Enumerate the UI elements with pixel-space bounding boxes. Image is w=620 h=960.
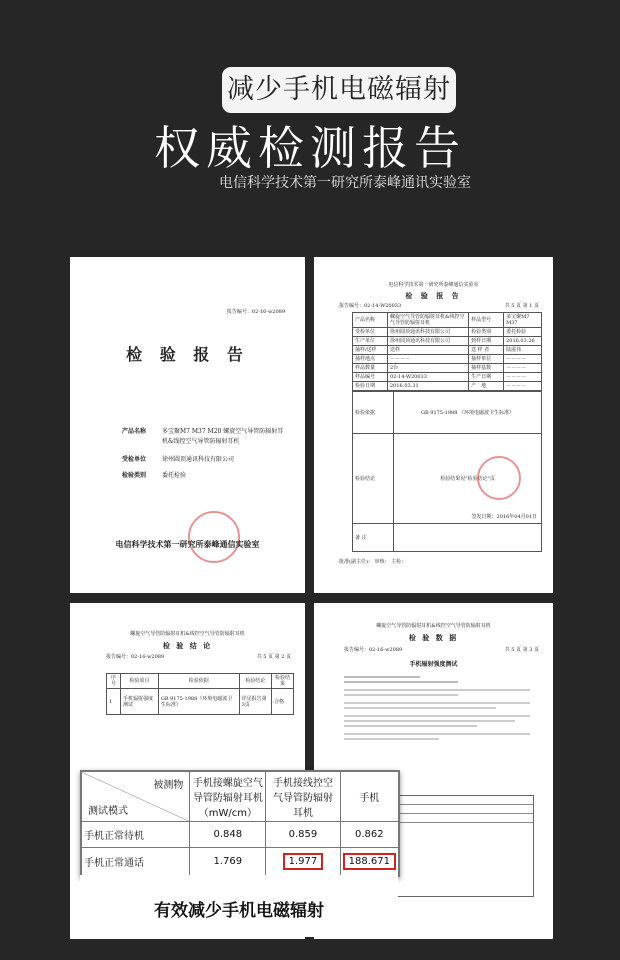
field-value: 多宝聚M7 M37 M20 螺旋空气导管防辐射耳机&线控空气导管防辐射耳机: [162, 428, 284, 445]
basis-label: 检验依据: [353, 392, 394, 434]
column-header: 手机: [340, 772, 398, 822]
report-number: 报告编号：02-16-w2089: [226, 309, 285, 315]
text-lines: [344, 673, 534, 743]
report-info-page: [314, 257, 553, 593]
table-cell: －－－－: [504, 382, 542, 391]
field-label: 产品名称: [122, 428, 147, 435]
section-title: 手机辐射强度测试: [409, 661, 458, 668]
report-title: 检 验 报 告: [405, 291, 462, 300]
table-header: 检验依据: [158, 674, 239, 689]
corner-bottom-label: 测试模式: [88, 806, 128, 817]
field-product-name: [122, 427, 287, 447]
red-seal-stamp: [477, 456, 521, 500]
table-row: [82, 822, 399, 848]
basis-value: GB 9175-1988 《环境电磁波卫生标准》: [394, 392, 542, 434]
table-cell: 螺旋空气导管防辐射耳机&线控空气导管防辐射耳机: [388, 313, 469, 328]
cover-fields: [122, 427, 287, 481]
table-cell: 合格: [272, 689, 294, 715]
conclusion-table: [106, 673, 294, 715]
doc-title: 螺旋空气导管防辐射耳机&线控空气导管防辐射耳机: [376, 623, 491, 629]
table-row: [353, 364, 542, 373]
table-label-cell: 受检单位: [353, 328, 388, 337]
table-label-cell: 样品型号: [469, 313, 504, 328]
row-label: 手机正常通话: [82, 847, 190, 875]
zoomed-results-table: [80, 770, 400, 877]
table-label-cell: 检验日期: [353, 382, 388, 391]
table-cell: －－－－: [388, 355, 469, 364]
table-label-cell: 产品名称: [353, 313, 388, 328]
table-cell: 0.859: [266, 822, 340, 848]
caption-text: 有效减少手机电磁辐射: [154, 901, 324, 921]
table-header-row: [107, 674, 294, 689]
table-cell: 委托检验: [504, 328, 542, 337]
table-label-cell: 抽样地点: [353, 355, 388, 364]
table-cell: 2台: [388, 364, 469, 373]
red-seal-stamp: [188, 511, 240, 563]
table-cell: 多宝聚M7 M37: [504, 313, 542, 328]
report-number: 报告编号：02-14-W20033: [339, 303, 402, 309]
table-cell: 0.848: [190, 822, 266, 848]
doc-subtitle: 检 验 结 论: [162, 641, 213, 650]
table-cell: －－－－: [504, 355, 542, 364]
table-cell-highlighted: [340, 847, 398, 875]
table-header: 序号: [107, 674, 121, 689]
info-table: [352, 312, 542, 552]
table-cell: 1.769: [190, 847, 266, 875]
table-cell: 2016.03.31: [388, 382, 469, 391]
table-label-cell: 检验类别: [469, 328, 504, 337]
header-pill-text: 减少手机电磁辐射: [227, 74, 451, 105]
table-cell: 手机辐射强度测试: [120, 689, 158, 715]
table-row: [353, 328, 542, 337]
page-title: 权威检测报告: [154, 121, 466, 175]
table-row: [353, 373, 542, 382]
table-cell: GB 9175-1988《环境电磁波卫生标准》: [158, 689, 239, 715]
highlight-box: 188.671: [343, 853, 396, 870]
table-header: 检验结论: [239, 674, 271, 689]
table-label-cell: 抽样单位: [469, 355, 504, 364]
table-row: [353, 355, 542, 364]
table-label-cell: 产 地: [469, 382, 504, 391]
table-row: [353, 382, 542, 391]
table-cell: －－－－: [504, 364, 542, 373]
doc-title: 螺旋空气导管防辐射耳机&线控空气导管防辐射耳机: [130, 631, 245, 637]
table-label-cell: 抽样基数: [469, 364, 504, 373]
table-header-row: [82, 772, 399, 822]
table-header: 检验项目: [120, 674, 158, 689]
signers: 批准(副主任)： 审核： 主检：: [339, 559, 407, 565]
report-title: 检 验 报 告: [126, 345, 249, 364]
sign-date: 签发日期：2016年04月01日: [471, 514, 537, 520]
page-number: 共 5 页 第 1 页: [504, 303, 539, 309]
page-number: 共 5 页 第 2 页: [256, 654, 291, 660]
table-label-cell: 样品编号: [353, 373, 388, 382]
table-label-cell: 抽样/送样: [353, 346, 388, 355]
column-header: 手机接线控空气导管防辐射耳机: [266, 772, 340, 822]
field-value: 徐州圆顶通讯科技有限公司: [162, 456, 235, 463]
highlight-box: 1.977: [283, 853, 324, 870]
table-row: [353, 346, 542, 355]
field-client: [122, 455, 287, 465]
field-label: 受检单位: [122, 456, 147, 463]
table-cell: －－－－: [504, 373, 542, 382]
report-number: 报告编号：02-16-w2089: [344, 647, 403, 653]
table-label-cell: 生产单位: [353, 337, 388, 346]
table-cell: 02-14-W20033: [388, 373, 469, 382]
corner-top-label: 被测物: [153, 780, 184, 791]
caption-box: [80, 875, 398, 937]
lab-name: 电信科学技术第一研究所泰峰通信实验室: [388, 282, 479, 288]
page-subtitle: 电信科学技术第一研究所泰峰通讯实验室: [219, 175, 471, 191]
table-row: [353, 313, 542, 328]
doc-subtitle: 检 验 数 据: [408, 633, 459, 642]
table-cell-highlighted: [266, 847, 340, 875]
table-header: 检验结果: [272, 674, 294, 689]
table-label-cell: 样品数量: [353, 364, 388, 373]
header-pill: [222, 67, 456, 113]
conclusion-label: 检验结论: [353, 434, 394, 524]
table-cell: 2016.03.26: [504, 337, 542, 346]
table-cell: 送样: [388, 346, 469, 355]
table-row: [107, 689, 294, 715]
table-cell: 0.862: [340, 822, 398, 848]
table-corner-cell: [82, 772, 190, 822]
field-value: 委托检验: [162, 472, 187, 479]
report-number: 报告编号：02-16-w2089: [106, 654, 165, 660]
row-label: 手机正常待机: [82, 822, 190, 848]
table-label-cell: 到样日期: [469, 337, 504, 346]
report-cover-page: [70, 257, 305, 593]
page-number: 共 5 页 第 3 页: [504, 647, 539, 653]
field-label: 检验类别: [122, 472, 147, 479]
table-cell: 徐州圆顶通讯科技有限公司: [388, 328, 469, 337]
table-cell: 徐州圆顶通讯科技有限公司: [388, 337, 469, 346]
table-label-cell: 生产日期: [469, 373, 504, 382]
field-category: [122, 471, 287, 481]
lab-name: 电信科学技术第一研究所泰峰通信实验室: [115, 539, 260, 549]
table-label-cell: 送 样 者: [469, 346, 504, 355]
table-cell: 陆滋伟: [504, 346, 542, 355]
table-row: [82, 847, 399, 875]
table-row: [353, 337, 542, 346]
conclusion-value: 检验结果见"检验结论"页: [440, 475, 495, 482]
table-cell: 1: [107, 689, 121, 715]
remark-label: 备 注: [353, 524, 394, 552]
table-cell: 详见报告第3页: [239, 689, 271, 715]
column-header: 手机接螺旋空气导管防辐射耳机（mW/cm）: [190, 772, 266, 822]
